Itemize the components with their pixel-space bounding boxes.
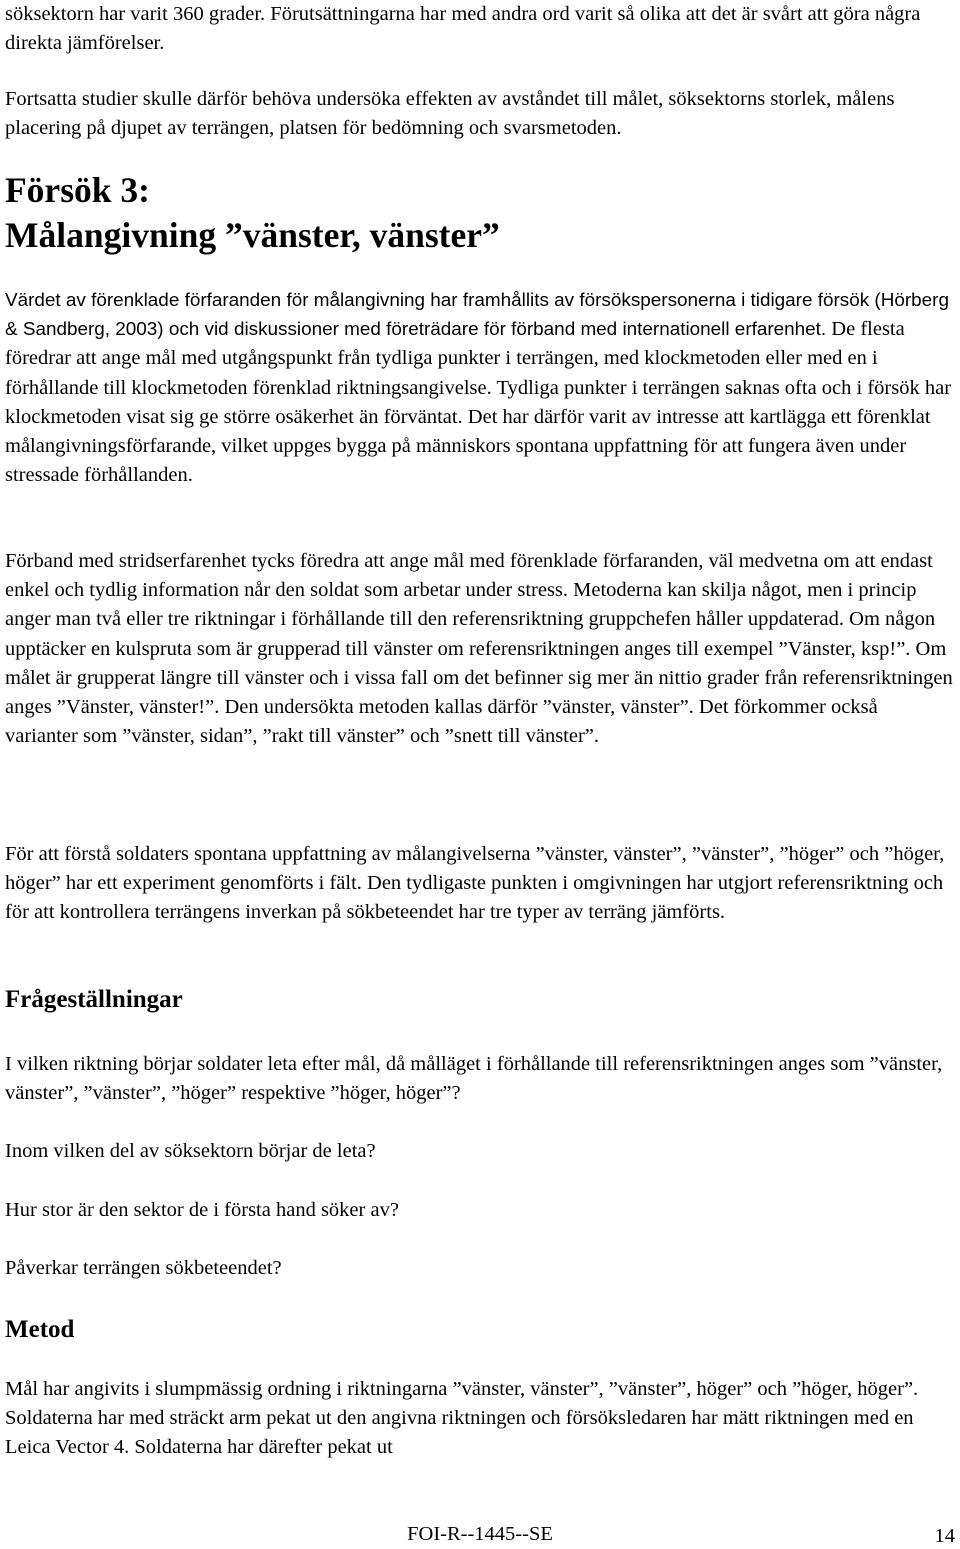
- question-text: Hur stor är den sektor de i första hand söker av?: [5, 1199, 399, 1221]
- section-heading-experiment-number: Försök 3:: [5, 170, 150, 210]
- question-text: I vilken riktning börjar soldater leta efter mål, då målläget i förhållande till referensriktningen anges som ”vänster, vänster”, ”vänster”, ”höger” respektive ”höger, höger”?: [5, 1053, 943, 1105]
- paragraph-background: [5, 286, 955, 490]
- section-heading-method: Metod: [5, 1316, 75, 1343]
- question-text: Inom vilken del av söksektorn börjar de leta?: [5, 1140, 376, 1162]
- paragraph-text-serif: De flesta föredrar att ange mål med utgångspunkt från tydliga punkter i terrängen, med klockmetoden eller med en i förhållande till klockmetoden förenklad riktningsangivelse. Tydliga punkter i terrängen saknas ofta och i försök har klockmetoden visat sig ge större osäkerhet än förväntat. Det har därför varit av intresse att kartlägga ett förenklat målangivningsförfarande, vilket uppges bygga på människors spontana uppfattning för att fungera även under stressade förhållanden.: [5, 318, 952, 487]
- question-direction: [5, 1050, 955, 1108]
- paragraph-text-sans: Värdet av förenklade förfaranden för målangivning har framhållits av försökspersonerna i tidigare försök (Hörberg & Sandberg, 2003) och vid diskussioner med företrädare för förband med internationell erfarenhet.: [5, 290, 949, 341]
- paragraph-text: Förband med stridserfarenhet tycks föredra att ange mål med förenklade förfaranden, väl medvetna om att endast enkel och tydlig information når den soldat som arbetar under stress. Metoderna kan skilja något, men i princip anger man två eller tre riktningar i förhållande till den referensriktning gruppchefen håller uppdaterad. Om någon upptäcker en kulspruta som är grupperad till vänster om referensriktningen anges till exempel ”Vänster, ksp!”. Om målet är grupperat längre till vänster och i vissa fall om det befinner sig mer än nittio grader från referensriktningen anges ”Vänster, vänster!”. Den undersökta metoden kallas därför ”vänster, vänster”. Det förkommer också varianter som ”vänster, sidan”, ”rakt till vänster” och ”snett till vänster”.: [5, 550, 953, 748]
- paragraph-method: [5, 1375, 955, 1463]
- paragraph-text: Fortsatta studier skulle därför behöva undersöka effekten av avståndet till målet, söksektorns storlek, målens placering på djupet av terrängen, platsen för bedömning och svarsmetoden.: [5, 88, 895, 140]
- paragraph-text: För att förstå soldaters spontana uppfattning av målangivelserna ”vänster, vänster”, ”vänster”, ”höger” och ”höger, höger” har ett experiment genomförts i fält. Den tydligaste punkten i omgivningen har utgjort referensriktning och för att kontrollera terrängens inverkan på sökbeteendet har tre typer av terräng jämförts.: [5, 843, 945, 924]
- paragraph-experiment-purpose: [5, 840, 955, 928]
- question-sector-part: [5, 1137, 955, 1166]
- section-heading-questions: Frågeställningar: [5, 986, 183, 1013]
- paragraph-conclusion: [5, 0, 955, 58]
- paragraph-combat-units: [5, 547, 955, 751]
- question-terrain: [5, 1254, 955, 1283]
- paragraph-text: söksektorn har varit 360 grader. Förutsättningarna har med andra ord varit så olika att det är svårt att göra några direkta jämförelser.: [5, 3, 921, 55]
- footer-page-number: 14: [934, 1525, 955, 1547]
- paragraph-text: Mål har angivits i slumpmässig ordning i riktningarna ”vänster, vänster”, ”vänster”, höger” och ”höger, höger”. Soldaterna har med sträckt arm pekat ut den angivna riktningen och försöksledaren har mätt riktningen med en Leica Vector 4. Soldaterna har därefter pekat ut: [5, 1378, 919, 1459]
- question-sector-size: [5, 1196, 955, 1225]
- section-heading-experiment-title: Målangivning ”vänster, vänster”: [5, 215, 500, 255]
- question-text: Påverkar terrängen sökbeteendet?: [5, 1257, 282, 1279]
- paragraph-further-studies: [5, 85, 955, 143]
- footer-document-id: FOI-R--1445--SE: [407, 1523, 553, 1545]
